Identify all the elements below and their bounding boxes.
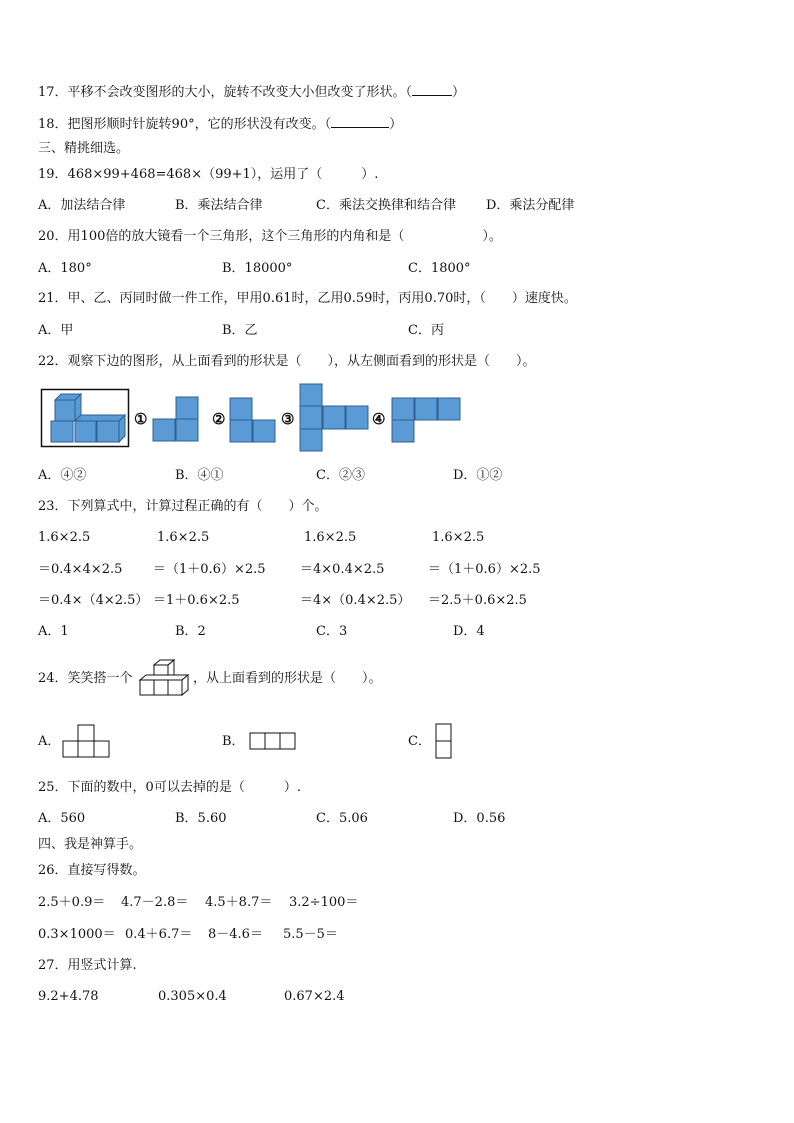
mental-calc-item: 5.5－5＝ [283,927,338,942]
option-b[interactable]: B．乙 [222,323,258,338]
option-a[interactable]: A． [38,734,61,749]
mental-calc-item: 0.3×1000＝ [38,927,116,942]
answer-blank[interactable] [412,83,452,96]
question-18-text: 18．把图形顺时针旋转90°，它的形状没有改变。（ [38,117,332,132]
question-27-text: 27．用竖式计算. [38,958,137,973]
mental-calc-item: 4.5＋8.7＝ [205,895,273,910]
top-view-option-a [62,724,110,758]
option-a[interactable]: A．180° [38,261,92,276]
option-b[interactable]: B．18000° [222,261,293,276]
option-c[interactable]: C．5.06 [316,811,368,826]
top-view-option-b [249,732,297,750]
option-a[interactable]: A．560 [38,811,86,826]
option-a[interactable]: A．加法结合律 [38,198,126,213]
option-d[interactable]: D．0.56 [453,811,506,826]
calc-line: 1.6×2.5 [38,530,91,545]
option-a[interactable]: A．④② [38,468,87,483]
question-23-text: 23．下列算式中，计算过程正确的有（ ）个。 [38,499,328,514]
figure-label-2: ② [212,410,226,428]
calc-line: ＝（1＋0.6）×2.5 [428,562,541,577]
answer-blank[interactable] [331,115,389,128]
option-c[interactable]: C．3 [316,624,348,639]
calc-line: ＝（1＋0.6）×2.5 [153,562,266,577]
figure-label-1: ① [134,410,148,428]
calc-line: ＝2.5＋0.6×2.5 [428,593,527,608]
option-b[interactable]: B． [222,734,245,749]
mental-calc-item: 8－4.6＝ [208,927,263,942]
vertical-calc-item: 9.2+4.78 [38,989,99,1004]
question-21-text: 21．甲、乙、丙同时做一件工作，甲用0.61时，乙用0.59时，丙用0.70时，（ ）速度快。 [38,291,577,306]
question-19-text: 19．468×99+468=468×（99+1），运用了（ ）. [38,167,379,182]
cube-outline-figure [138,659,190,697]
paren-close: ） [389,117,403,132]
paren-close: ） [452,85,466,100]
option-c[interactable]: C．丙 [408,323,444,338]
option-b[interactable]: B．5.60 [175,811,227,826]
calc-line: ＝4×（0.4×2.5） [300,593,411,608]
top-view-option-c [435,723,453,759]
option-b[interactable]: B．乘法结合律 [175,198,263,213]
option-d[interactable]: D．4 [453,624,485,639]
option-c[interactable]: C． [408,734,431,749]
option-d[interactable]: D．乘法分配律 [486,198,575,213]
question-24-pre: 24．笑笑搭一个 [38,671,133,686]
option-b[interactable]: B．④① [175,468,224,483]
cube-solid-figure [41,389,129,447]
question-22-text: 22．观察下边的图形，从上面看到的形状是（ ），从左侧面看到的形状是（ ）。 [38,354,536,369]
question-18 [38,115,402,133]
section-4-heading: 四、我是神算手。 [38,837,143,852]
option-c[interactable]: C．1800° [408,261,471,276]
option-a[interactable]: A．甲 [38,323,74,338]
question-17 [38,83,465,101]
calc-line: 1.6×2.5 [432,530,485,545]
option-a[interactable]: A．1 [38,624,69,639]
calc-line: ＝0.4×（4×2.5） [38,593,149,608]
mental-calc-item: 4.7－2.8＝ [121,895,189,910]
shape-option-2 [230,398,276,442]
option-c[interactable]: C．乘法交换律和结合律 [316,198,456,213]
shape-option-3 [300,384,370,452]
figure-label-3: ③ [281,410,295,428]
question-25-text: 25．下面的数中，0可以去掉的是（ ）. [38,780,301,795]
question-17-text: 17．平移不会改变图形的大小，旋转不改变大小但改变了形状。（ [38,85,413,100]
shape-option-4 [392,398,462,444]
mental-calc-item: 0.4＋6.7＝ [125,927,193,942]
option-b[interactable]: B．2 [175,624,206,639]
option-c[interactable]: C．②③ [316,468,365,483]
calc-line: ＝1＋0.6×2.5 [153,593,240,608]
section-3-heading: 三、精挑细选。 [38,141,130,156]
mental-calc-item: 3.2÷100＝ [289,895,359,910]
calc-line: ＝4×0.4×2.5 [300,562,385,577]
calc-line: 1.6×2.5 [304,530,357,545]
figure-label-4: ④ [372,410,386,428]
question-26-text: 26．直接写得数。 [38,863,146,878]
vertical-calc-item: 0.305×0.4 [158,989,227,1004]
vertical-calc-item: 0.67×2.4 [284,989,345,1004]
mental-calc-item: 2.5＋0.9＝ [38,895,106,910]
question-20-text: 20．用100倍的放大镜看一个三角形，这个三角形的内角和是（ ）。 [38,229,502,244]
calc-line: 1.6×2.5 [157,530,210,545]
shape-option-1 [153,397,199,441]
option-d[interactable]: D．①② [453,468,503,483]
calc-line: ＝0.4×4×2.5 [38,562,123,577]
question-24-post: ，从上面看到的形状是（ ）。 [193,671,382,686]
